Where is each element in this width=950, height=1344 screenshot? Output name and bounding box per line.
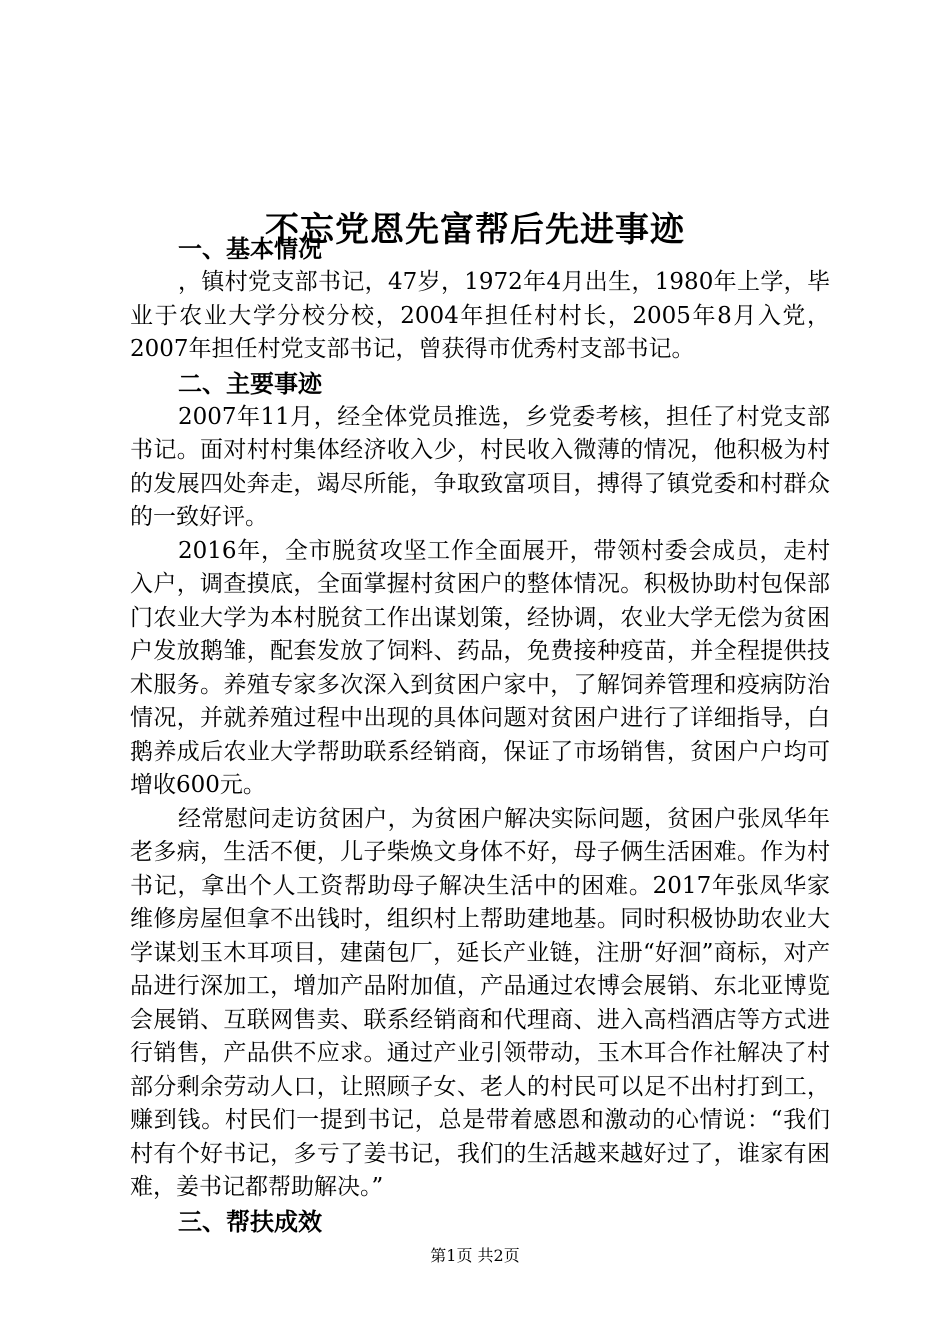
- section-heading-main-deeds: 二、主要事迹: [178, 368, 322, 398]
- paragraph-deeds-2016: 2016年，全市脱贫攻坚工作全面展开，带领村委会成员，走村入户，调查摸底，全面掌握村贫困户的整体情况。积极协助村包保部门农业大学为本村脱贫工作出谋划策，经协调，农业大学无偿为贫困户发放鹅雏，配套发放了饲料、药品，免费接种疫苗，并全程提供技术服务。养殖专家多次深入到贫困户家中，了解饲养管理和疫病防治情况，并就养殖过程中出现的具体问题对贫困户进行了详细指导，白鹅养成后农业大学帮助联系经销商，保证了市场销售，贫困户户均可增收600元。: [130, 537, 830, 798]
- page-footer: 第1页 共2页: [430, 1246, 520, 1265]
- section-heading-basic-info: 一、基本情况: [178, 234, 322, 263]
- document-title: 不忘党恩先富帮后先进事迹: [265, 209, 685, 250]
- paragraph-deeds-2007: 2007年11月，经全体党员推选，乡党委考核，担任了村党支部书记。面对村村集体经济收入少，村民收入微薄的情况，他积极为村的发展四处奔走，竭尽所能，争取致富项目，搏得了镇党委和村群众的一致好评。: [130, 403, 830, 530]
- section-heading-results: 三、帮扶成效: [178, 1206, 322, 1236]
- paragraph-basic-info: ，镇村党支部书记，47岁，1972年4月出生，1980年上学，毕业于农业大学分校分校，2004年担任村村长，2005年8月入党，2007年担任村党支部书记，曾获得市优秀村支部书记。: [130, 269, 830, 362]
- paragraph-deeds-visits: 经常慰问走访贫困户，为贫困户解决实际问题，贫困户张凤华年老多病，生活不便，儿子柴焕文身体不好，母子俩生活困难。作为村书记，拿出个人工资帮助母子解决生活中的困难。2017年张凤华家维修房屋但拿不出钱时，组织村上帮助建地基。同时积极协助农业大学谋划玉木耳项目，建菌包厂，延长产业链，注册“好洄”商标，对产品进行深加工，增加产品附加值，产品通过农博会展销、东北亚博览会展销、互联网售卖、联系经销商和代理商、进入高档酒店等方式进行销售，产品供不应求。通过产业引领带动，玉木耳合作社解决了村部分剩余劳动人口，让照顾子女、老人的村民可以足不出村打到工，赚到钱。村民们一提到书记，总是带着感恩和激动的心情说：“我们村有个好书记，多亏了姜书记，我们的生活越来越好过了，谁家有困难，姜书记都帮助解决。”: [130, 805, 830, 1200]
- document-body: [130, 232, 830, 1239]
